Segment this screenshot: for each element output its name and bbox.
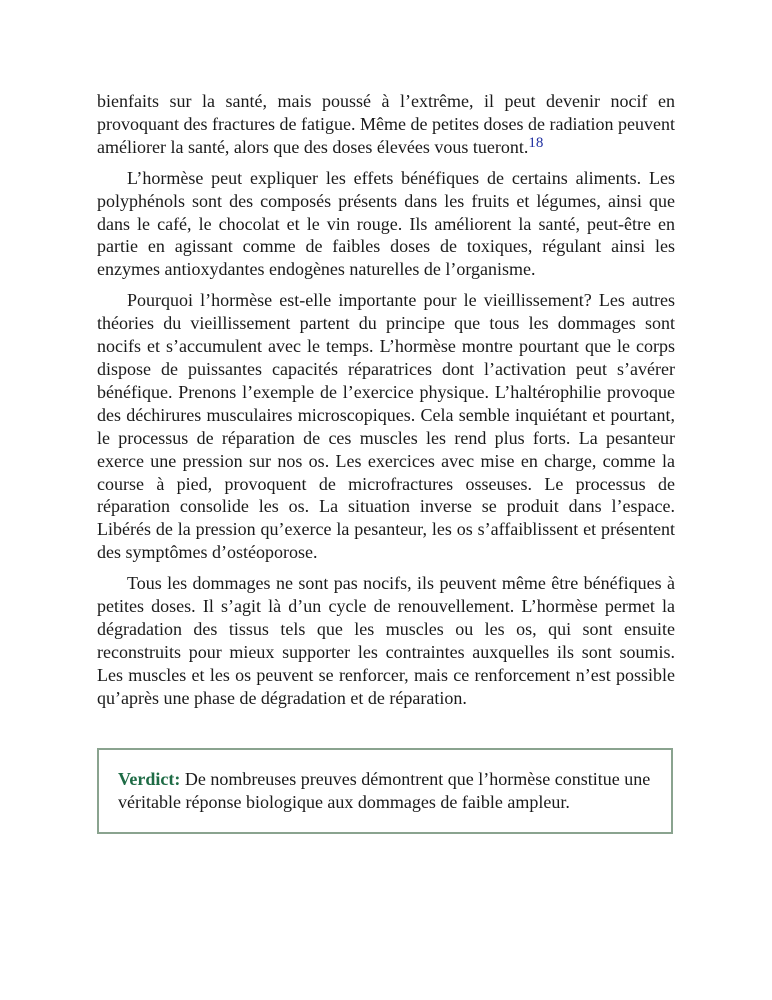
verdict-text: De nombreuses preuves démontrent que l’hormèse constitue une véritable réponse biologique aux dommages de faible ampleur. <box>118 769 651 812</box>
footnote-reference[interactable]: 18 <box>528 134 544 151</box>
paragraph-3: Pourquoi l’hormèse est-elle importante pour le vieillissement? Les autres théories du vieillissement partent du principe que tous les dommages sont nocifs et s’accumulent avec le temps. L’hormèse montre pourtant que le corps dispose de puissantes capacités réparatrices dont l’activation peut s’avérer bénéfique. Prenons l’exemple de l’exercice physique. L’haltérophilie provoque des déchirures musculaires microscopiques. Cela semble inquiétant et pourtant, le processus de réparation de ces muscles les rend plus forts. La pesanteur exerce une pression sur nos os. Les exercices avec mise en charge, comme la course à pied, provoquent de microfractures osseuses. Le processus de réparation consolide les os. La situation inverse se produit dans l’espace. Libérés de la pression qu’exerce la pesanteur, les os s’affaiblissent et présentent des symptômes d’ostéoporose. <box>97 290 675 563</box>
paragraph-1 <box>97 90 675 159</box>
paragraph-2: L’hormèse peut expliquer les effets bénéfiques de certains aliments. Les polyphénols sont des composés présents dans les fruits et légumes, ainsi que dans le café, le chocolat et le vin rouge. Ils améliorent la santé, peut-être en partie en agissant comme de faibles doses de toxiques, régulant ainsi les enzymes antioxydantes endogènes naturelles de l’organisme. <box>97 167 675 280</box>
paragraph-4: Tous les dommages ne sont pas nocifs, ils peuvent même être bénéfiques à petites doses. Il s’agit là d’un cycle de renouvellement. L’hormèse permet la dégradation des tissus tels que les muscles ou les os, qui sont ensuite reconstruits pour mieux supporter les contraintes auxquelles ils sont soumis. Les muscles et les os peuvent se renforcer, mais ce renforcement n’est possible qu’après une phase de dégradation et de réparation. <box>97 573 675 708</box>
document-body <box>97 90 675 718</box>
verdict-paragraph <box>118 768 653 814</box>
paragraph-1-text: bienfaits sur la santé, mais poussé à l’extrême, il peut devenir nocif en provoquant des fractures de fatigue. Même de petites doses de radiation peuvent améliorer la santé, alors que des doses élevées vous tueront. <box>97 91 675 157</box>
verdict-box <box>97 748 673 834</box>
verdict-label: Verdict: <box>118 769 181 789</box>
